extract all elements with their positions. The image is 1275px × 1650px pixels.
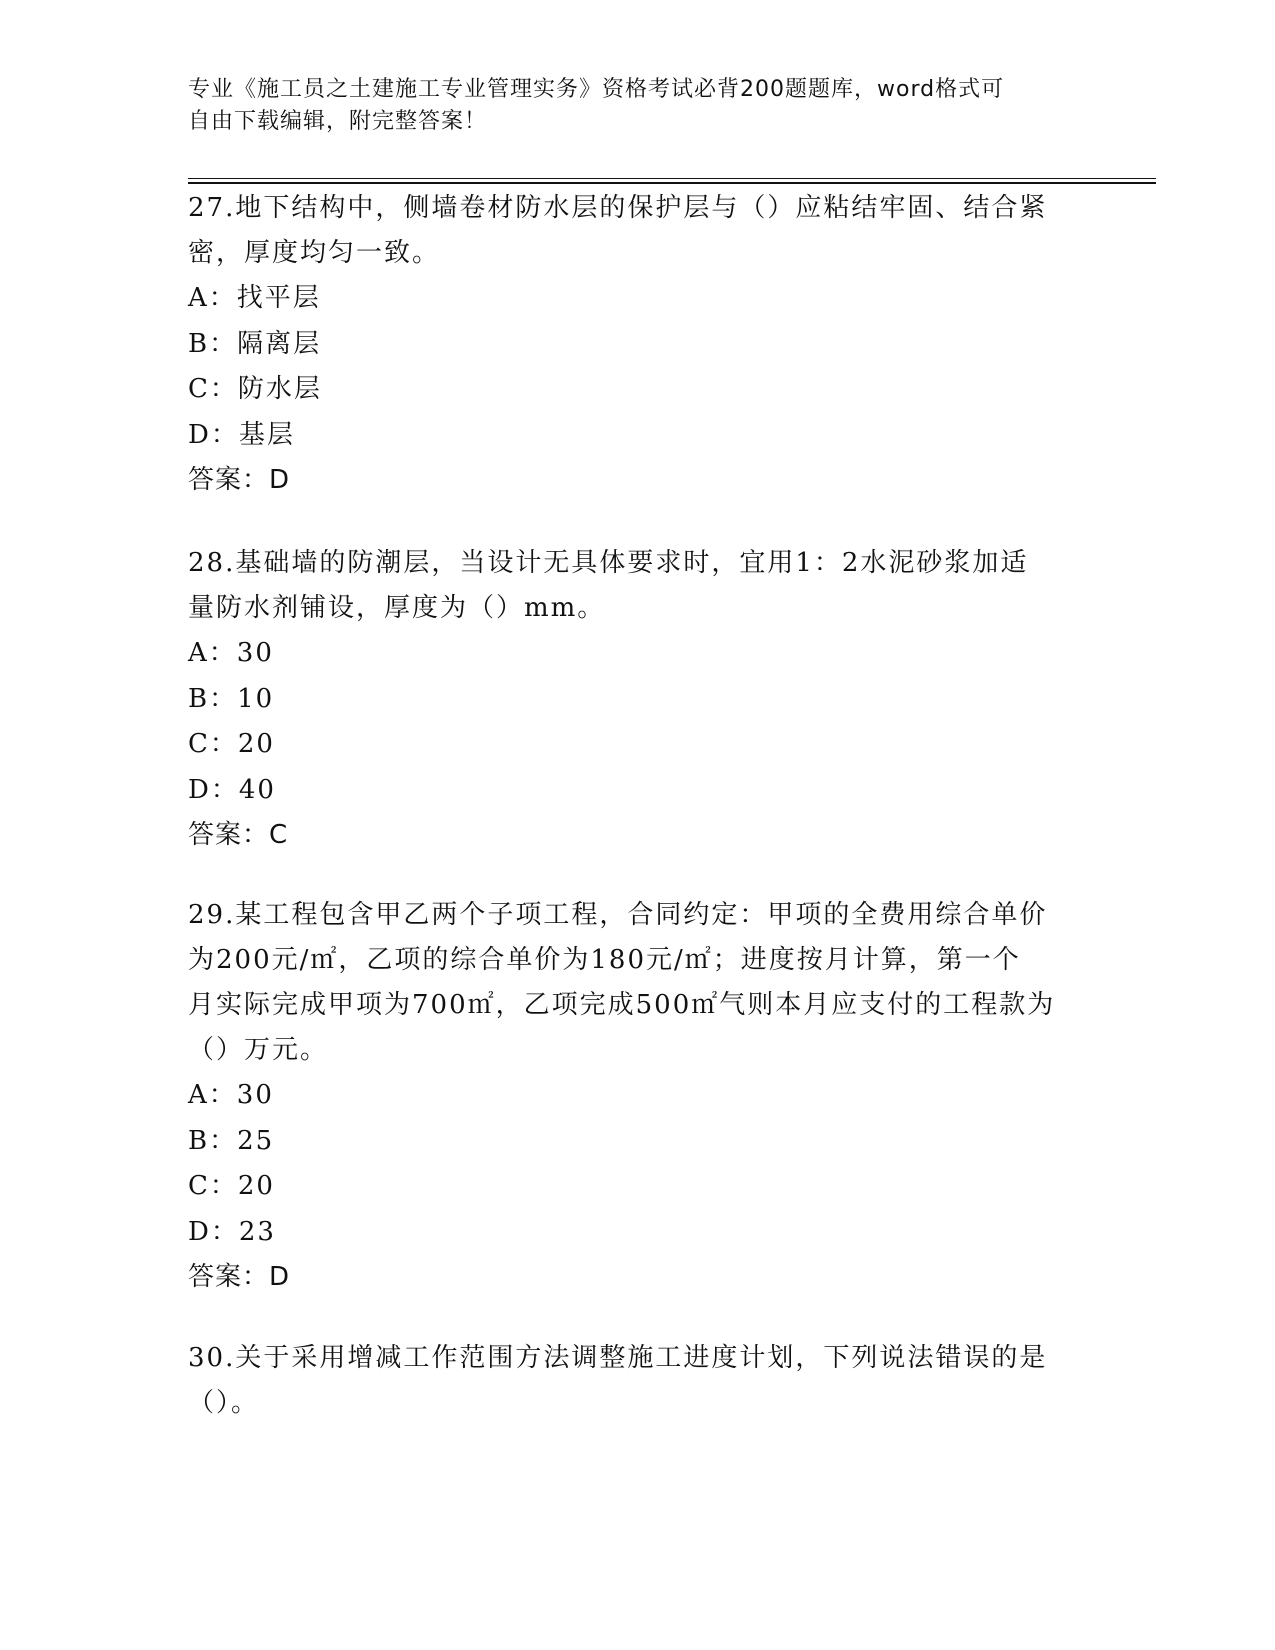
document-header: 专业《施工员之土建施工专业管理实务》资格考试必背200题题库，word格式可 自由下载编辑，附完整答案！	[188, 77, 1005, 134]
question-stem: 29.某工程包含甲乙两个子项工程，合同约定：甲项的全费用综合单价 为200元/㎡，乙项的综合单价为180元/㎡；进度按月计算，第一个 月实际完成甲项为700㎡，乙项完成500㎡气则本月应支付的工程款为 （）万元。	[188, 900, 1056, 1065]
header-divider-thick	[188, 182, 1156, 184]
answer-line: 答案：D	[188, 1262, 291, 1292]
question-stem: 27.地下结构中，侧墙卷材防水层的保护层与（）应粘结牢固、结合紧 密，厚度均匀一致。	[188, 193, 1048, 268]
option-c: C：防水层	[188, 374, 322, 404]
option-a: A：30	[188, 638, 274, 668]
answer-line: 答案：D	[188, 465, 291, 495]
option-a: A：30	[188, 1080, 274, 1110]
question-30	[188, 1336, 1078, 1426]
option-c: C：20	[188, 1171, 275, 1201]
question-29	[188, 893, 1078, 1300]
option-d: D：40	[188, 774, 276, 805]
option-a: A：找平层	[188, 283, 321, 313]
question-27	[188, 186, 1078, 503]
option-d: D：基层	[188, 419, 295, 450]
question-stem: 28.基础墙的防潮层，当设计无具体要求时，宜用1：2水泥砂浆加适 量防水剂铺设，厚度为（）mm。	[188, 548, 1029, 623]
option-c: C：20	[188, 729, 275, 759]
option-b: B：10	[188, 683, 275, 714]
option-b: B：25	[188, 1125, 275, 1156]
header-divider-thin	[188, 178, 1156, 179]
question-28	[188, 541, 1078, 858]
option-d: D：23	[188, 1216, 276, 1247]
answer-line: 答案：C	[188, 820, 289, 850]
option-b: B：隔离层	[188, 328, 322, 359]
question-stem: 30.关于采用增减工作范围方法调整施工进度计划，下列说法错误的是 （）。	[188, 1343, 1048, 1418]
